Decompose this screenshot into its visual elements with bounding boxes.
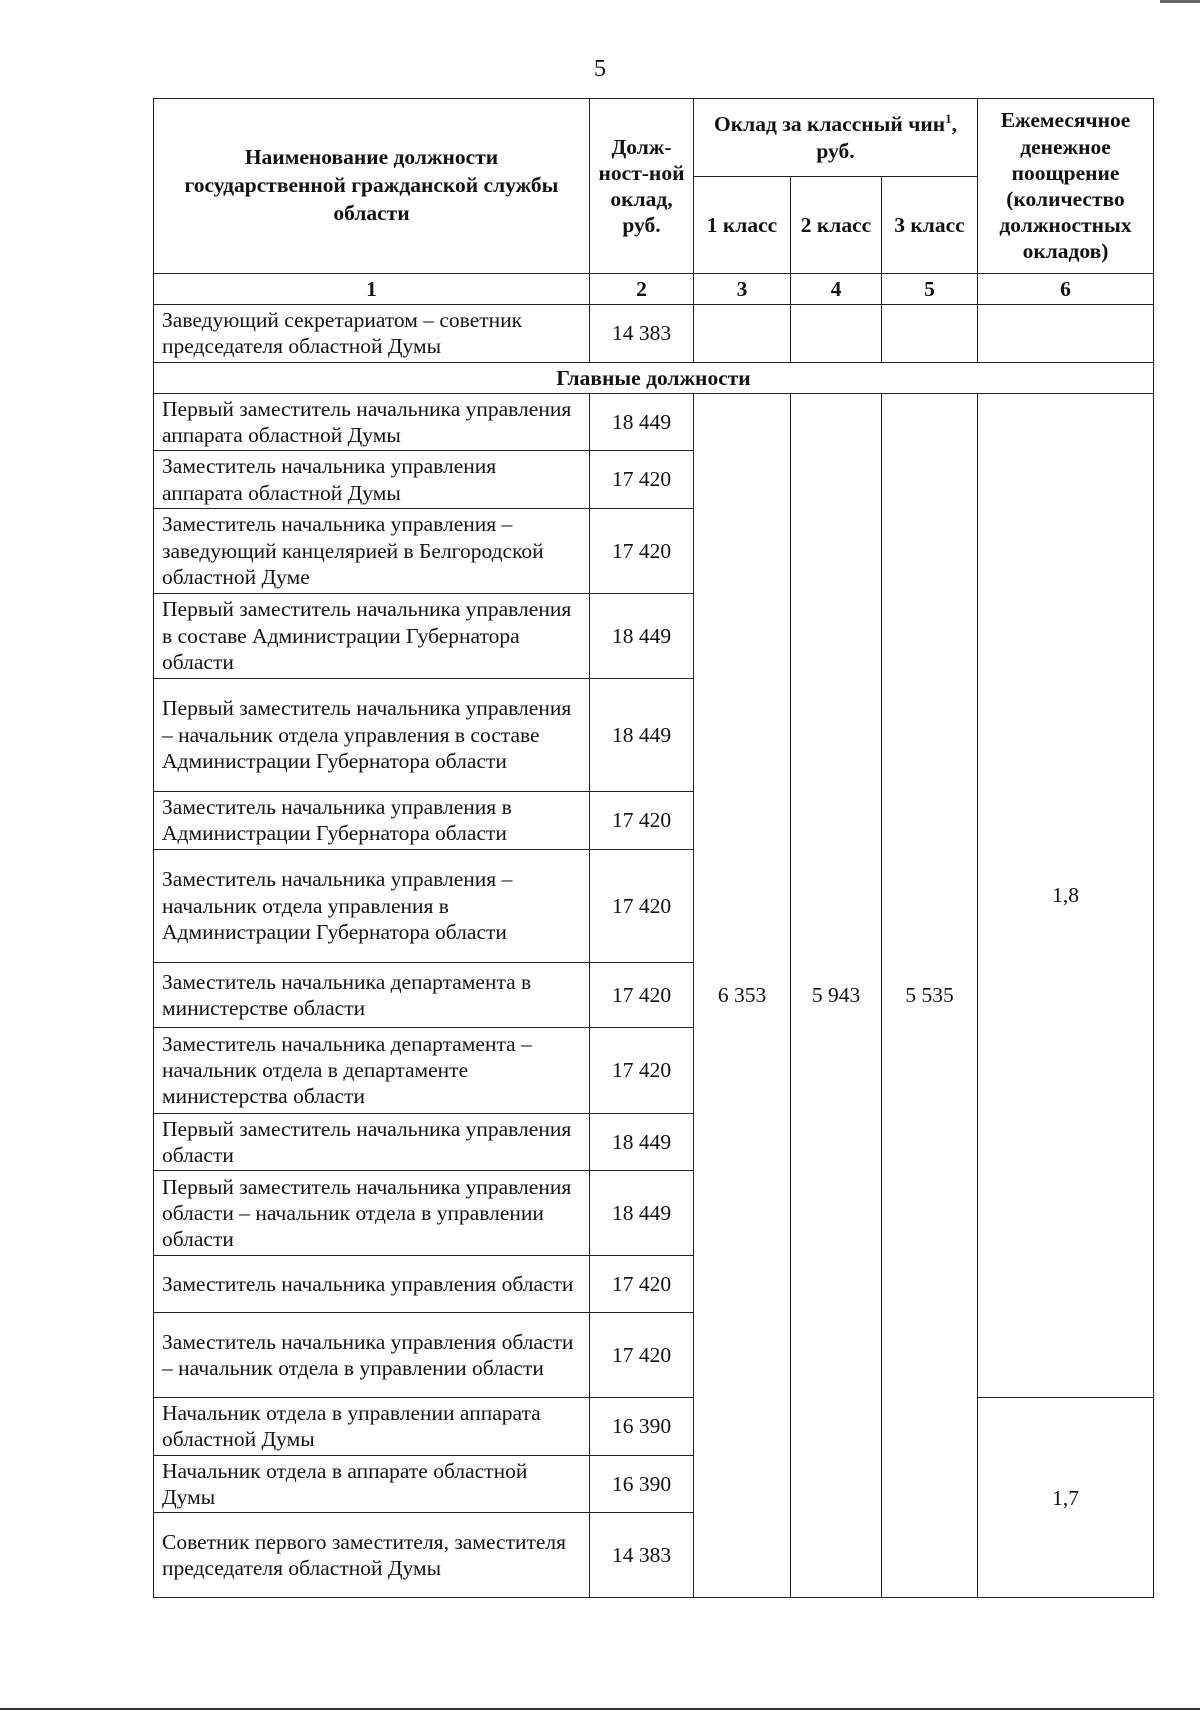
header-position-name: Наименование должности государственной гражданской службы области (154, 99, 590, 274)
footnote-marker: 1 (945, 111, 952, 127)
column-number-row (154, 274, 1154, 305)
column-number: 4 (791, 274, 882, 305)
header-class-group-unit: , руб. (816, 112, 957, 163)
position-name: Советник первого заместителя, заместителя председателя областной Думы (154, 1513, 590, 1598)
salary-value: 14 383 (590, 305, 694, 362)
column-number: 1 (154, 274, 590, 305)
table-row (154, 393, 1154, 450)
salary-table (153, 98, 1154, 1598)
header-class-1: 1 класс (694, 177, 791, 274)
position-name: Заведующий секретариатом – советник председателя областной Думы (154, 305, 590, 362)
section-header-row (154, 362, 1154, 393)
column-number: 6 (978, 274, 1154, 305)
salary-value: 18 449 (590, 393, 694, 450)
salary-value: 17 420 (590, 849, 694, 962)
empty-cell (791, 305, 882, 362)
position-name: Первый заместитель начальника управления области (154, 1113, 590, 1170)
bonus-value-group-1: 1,8 (978, 393, 1154, 1397)
class-2-value: 5 943 (791, 393, 882, 1597)
position-name: Первый заместитель начальника управления аппарата областной Думы (154, 393, 590, 450)
position-name: Заместитель начальника управления области – начальник отдела в управлении области (154, 1313, 590, 1398)
salary-value: 16 390 (590, 1455, 694, 1512)
position-name: Начальник отдела в аппарате областной Думы (154, 1455, 590, 1512)
position-name: Заместитель начальника управления – начальник отдела управления в Администрации Губернатора области (154, 849, 590, 962)
empty-cell (694, 305, 791, 362)
position-name: Заместитель начальника управления в Администрации Губернатора области (154, 791, 590, 849)
position-name: Заместитель начальника управления – заведующий канцелярией в Белгородской областной Думе (154, 508, 590, 593)
header-salary: Долж-ност-ной оклад, руб. (590, 99, 694, 274)
bonus-value-group-2: 1,7 (978, 1398, 1154, 1598)
salary-value: 17 420 (590, 962, 694, 1027)
position-name: Первый заместитель начальника управления области – начальник отдела в управлении области (154, 1171, 590, 1256)
table-row (154, 1398, 1154, 1455)
section-title: Главные должности (154, 362, 1154, 393)
salary-value: 18 449 (590, 593, 694, 678)
page-number: 5 (594, 56, 606, 82)
column-number: 3 (694, 274, 791, 305)
header-class-3: 3 класс (882, 177, 978, 274)
salary-value: 17 420 (590, 451, 694, 508)
salary-value: 14 383 (590, 1513, 694, 1598)
salary-value: 18 449 (590, 678, 694, 791)
position-name: Заместитель начальника департамента в министерстве области (154, 962, 590, 1027)
salary-value: 17 420 (590, 508, 694, 593)
class-1-value: 6 353 (694, 393, 791, 1597)
salary-value: 18 449 (590, 1171, 694, 1256)
class-3-value: 5 535 (882, 393, 978, 1597)
salary-value: 18 449 (590, 1113, 694, 1170)
column-number: 5 (882, 274, 978, 305)
position-name: Первый заместитель начальника управления – начальник отдела управления в составе Администрации Губернатора области (154, 678, 590, 791)
salary-value: 17 420 (590, 1313, 694, 1398)
header-bonus: Ежемесячное денежное поощрение (количество должностных окладов) (978, 99, 1154, 274)
header-class-group-text: Оклад за классный чин (714, 112, 946, 137)
table-row (154, 305, 1154, 362)
position-name: Начальник отдела в управлении аппарата областной Думы (154, 1398, 590, 1455)
salary-value: 16 390 (590, 1398, 694, 1455)
header-row-1 (154, 99, 1154, 177)
column-number: 2 (590, 274, 694, 305)
corner-rule (1160, 0, 1200, 3)
position-name: Первый заместитель начальника управления в составе Администрации Губернатора области (154, 593, 590, 678)
empty-cell (978, 305, 1154, 362)
position-name: Заместитель начальника департамента – начальник отдела в департаменте министерства области (154, 1027, 590, 1113)
header-class-group (694, 99, 978, 177)
position-name: Заместитель начальника управления аппарата областной Думы (154, 451, 590, 508)
position-name: Заместитель начальника управления области (154, 1256, 590, 1313)
salary-value: 17 420 (590, 1027, 694, 1113)
empty-cell (882, 305, 978, 362)
header-class-2: 2 класс (791, 177, 882, 274)
salary-value: 17 420 (590, 1256, 694, 1313)
bottom-rule (0, 1708, 1200, 1710)
salary-value: 17 420 (590, 791, 694, 849)
